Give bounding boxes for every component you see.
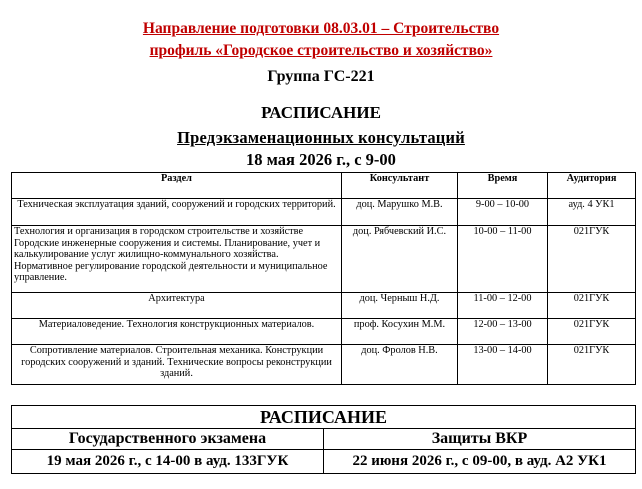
time-cell: 12-00 – 13-00 xyxy=(458,319,548,345)
state-exam-label: Государственного экзамена xyxy=(12,429,324,450)
consultations-table xyxy=(11,172,636,385)
column-header-consultant: Консультант xyxy=(342,173,458,199)
consultant-cell: доц. Фролов Н.В. xyxy=(342,345,458,385)
exam-schedule-title: РАСПИСАНИЕ xyxy=(12,406,636,429)
room-cell: 021ГУК xyxy=(548,226,636,293)
room-cell: ауд. 4 УК1 xyxy=(548,199,636,226)
column-header-room: Аудитория xyxy=(548,173,636,199)
table-row xyxy=(12,226,636,293)
section-cell: Сопротивление материалов. Строительная механика. Конструкции городских сооружений и зданий. Технические вопросы реконструкции зданий. xyxy=(12,345,342,385)
schedule-title: РАСПИСАНИЕ xyxy=(261,103,381,122)
vkr-defense-date: 22 июня 2026 г., с 09-00, в ауд. А2 УК1 xyxy=(324,450,636,474)
consultations-date: 18 мая 2026 г., с 9-00 xyxy=(246,150,396,169)
section-cell: Техническая эксплуатация зданий, сооружений и городских территорий. xyxy=(12,199,342,226)
table-row xyxy=(12,199,636,226)
exam-title-row xyxy=(12,406,636,429)
table-row xyxy=(12,345,636,385)
column-header-section: Раздел xyxy=(12,173,342,199)
table-row xyxy=(12,319,636,345)
column-header-time: Время xyxy=(458,173,548,199)
room-cell: 021ГУК xyxy=(548,319,636,345)
section-cell: Архитектура xyxy=(12,293,342,319)
state-exam-date: 19 мая 2026 г., с 14-00 в ауд. 133ГУК xyxy=(12,450,324,474)
consultant-cell: доц. Рябчевский И.С. xyxy=(342,226,458,293)
section-cell: Технология и организация в городском строительстве и хозяйстве Городские инженерные сооружения и системы. Планирование, учет и калькулирование услуг жилищно-коммунального хозяйства. Нормативное регулирование городской деятельности и муниципальное управление. xyxy=(12,226,342,293)
exam-dates-row xyxy=(12,450,636,474)
exam-schedule-table xyxy=(11,405,636,474)
section-cell: Материаловедение. Технология конструкционных материалов. xyxy=(12,319,342,345)
time-cell: 11-00 – 12-00 xyxy=(458,293,548,319)
table-header-row xyxy=(12,173,636,199)
vkr-defense-label: Защиты ВКР xyxy=(324,429,636,450)
consultant-cell: проф. Косухин М.М. xyxy=(342,319,458,345)
consultations-subtitle: Предэкзаменационных консультаций xyxy=(177,128,465,147)
consultant-cell: доц. Марушко М.В. xyxy=(342,199,458,226)
time-cell: 10-00 – 11-00 xyxy=(458,226,548,293)
consultant-cell: доц. Черныш Н.Д. xyxy=(342,293,458,319)
profile-heading: профиль «Городское строительство и хозяйство» xyxy=(149,42,493,59)
time-cell: 13-00 – 14-00 xyxy=(458,345,548,385)
group-heading: Группа ГС-221 xyxy=(267,68,375,85)
room-cell: 021ГУК xyxy=(548,345,636,385)
direction-heading: Направление подготовки 08.03.01 – Строительство xyxy=(142,20,500,37)
table-row xyxy=(12,293,636,319)
room-cell: 021ГУК xyxy=(548,293,636,319)
exam-labels-row xyxy=(12,429,636,450)
time-cell: 9-00 – 10-00 xyxy=(458,199,548,226)
